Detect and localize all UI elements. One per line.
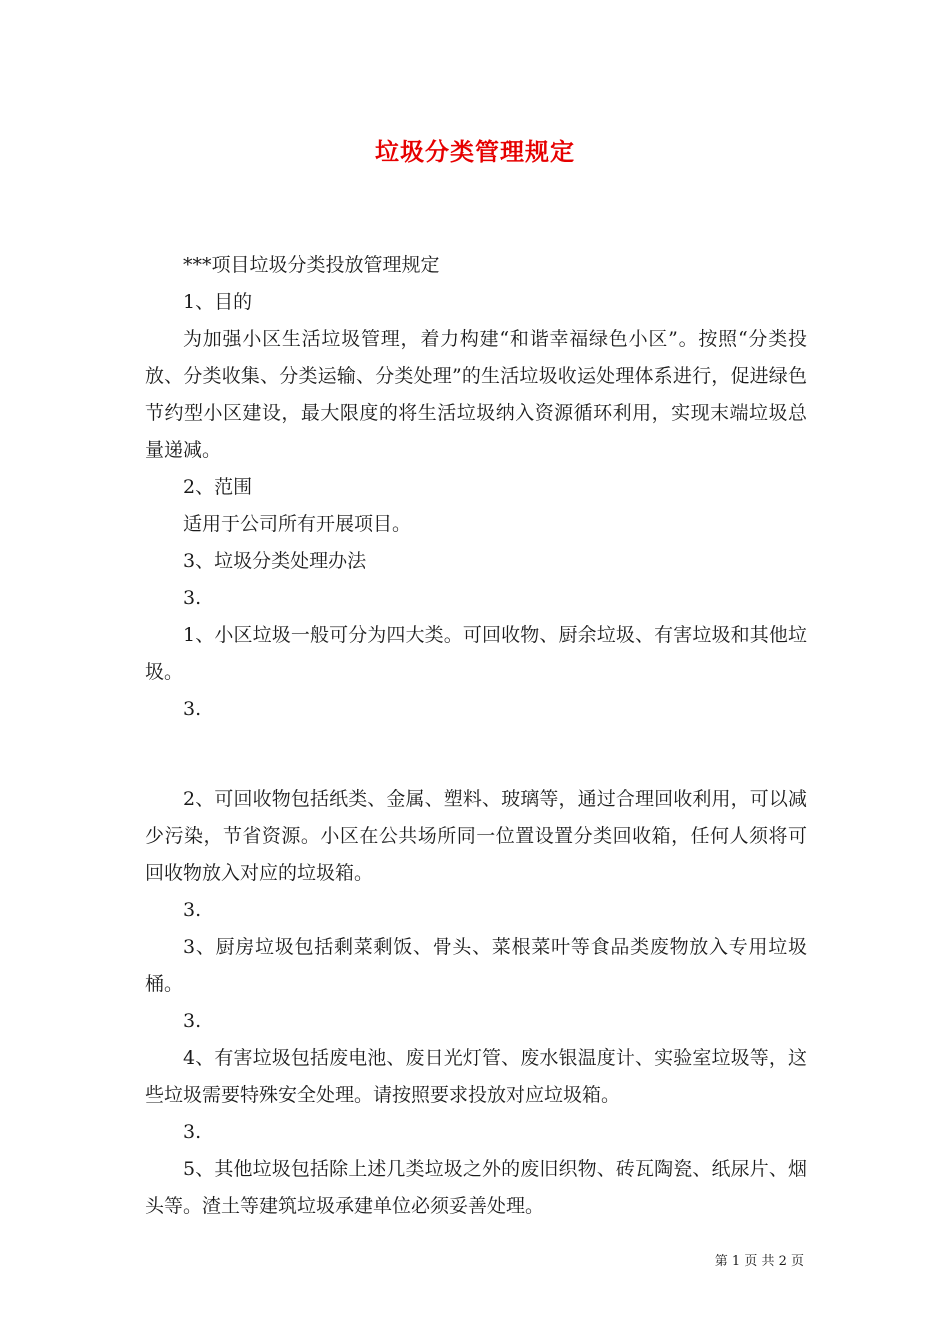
paragraph: 4、有害垃圾包括废电池、废日光灯管、废水银温度计、实验室垃圾等，这些垃圾需要特殊安全处理。请按照要求投放对应垃圾箱。 [145, 1047, 807, 1106]
section-number: 3. [183, 1121, 202, 1143]
paragraph: ***项目垃圾分类投放管理规定 [183, 254, 440, 276]
paragraph: 2、可回收物包括纸类、金属、塑料、玻璃等，通过合理回收利用，可以减少污染，节省资源。小区在公共场所同一位置设置分类回收箱，任何人须将可回收物放入对应的垃圾箱。 [145, 788, 807, 884]
section-number: 3. [183, 698, 202, 720]
paragraph: 适用于公司所有开展项目。 [183, 513, 412, 535]
paragraph: 为加强小区生活垃圾管理，着力构建“和谐幸福绿色小区”。按照“分类投放、分类收集、分类运输、分类处理”的生活垃圾收运处理体系进行，促进绿色节约型小区建设，最大限度的将生活垃圾纳入资源循环利用，实现末端垃圾总量递减。 [145, 328, 807, 461]
section-heading: 2、范围 [183, 476, 253, 498]
page-number-footer: 第 1 页 共 2 页 [714, 1254, 804, 1269]
section-heading: 1、目的 [183, 291, 253, 313]
section-number: 3. [183, 1010, 202, 1032]
page-title: 垃圾分类管理规定 [375, 137, 575, 166]
section-number: 3. [183, 899, 202, 921]
paragraph: 1、小区垃圾一般可分为四大类。可回收物、厨余垃圾、有害垃圾和其他垃圾。 [145, 624, 807, 683]
paragraph: 3、厨房垃圾包括剩菜剩饭、骨头、菜根菜叶等食品类废物放入专用垃圾桶。 [145, 936, 807, 995]
paragraph: 5、其他垃圾包括除上述几类垃圾之外的废旧织物、砖瓦陶瓷、纸尿片、烟头等。渣土等建筑垃圾承建单位必须妥善处理。 [145, 1158, 807, 1217]
document-body [145, 247, 807, 728]
section-heading: 3、垃圾分类处理办法 [183, 550, 367, 572]
document-body-continued [145, 781, 807, 1225]
section-number: 3. [183, 587, 202, 609]
